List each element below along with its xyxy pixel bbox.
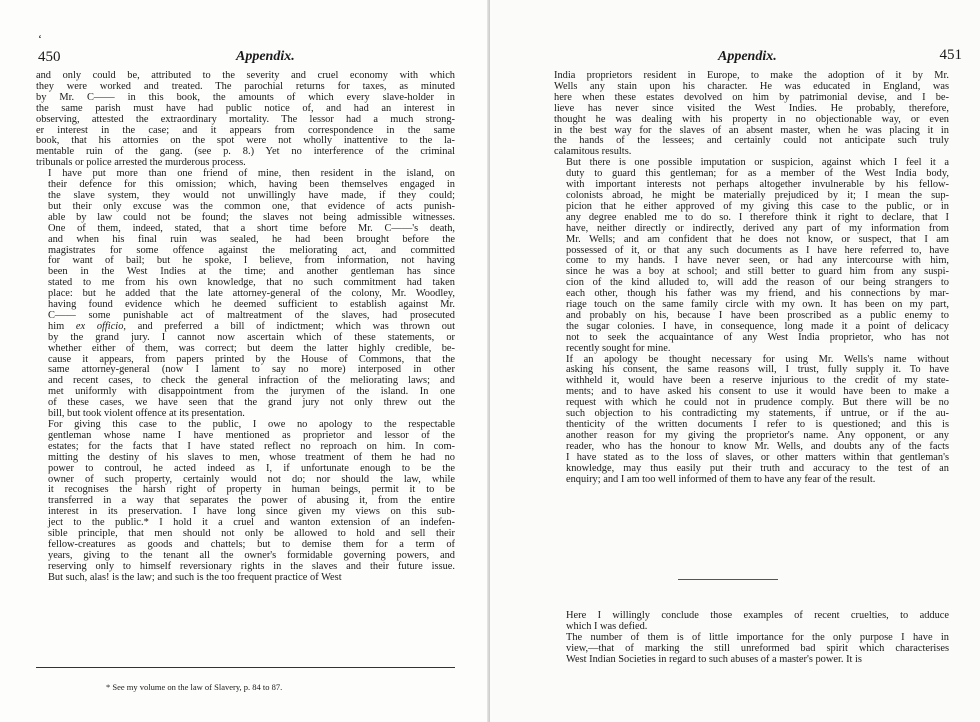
text-line: riage touch on the same family circle with my own. It has been on my part, bbox=[566, 299, 949, 311]
text-line: thought he was dealing with his property in no objectionable way, or even bbox=[554, 113, 949, 125]
text-line: by Mr. C—— in this book, the amounts of which every slave-holder in bbox=[36, 91, 455, 103]
text-line: it recognises the harsh right of property in human beings, permit it to be bbox=[48, 484, 455, 496]
text-line: and recent cases, to check the general infraction of the meliorating laws; and bbox=[48, 375, 455, 387]
text-line: recently sought for mine. bbox=[566, 342, 671, 354]
text-line: reader, who has the honour to know Mr. Wells, and doubts any of the facts bbox=[566, 440, 949, 452]
right-page bbox=[490, 0, 980, 722]
text-line: which I was defied. bbox=[566, 620, 648, 632]
text-line: and when his final ruin was sealed, he had been brought before the bbox=[48, 233, 455, 245]
text-line: any degree enabled me to do so. I therefore think it right to declare, that I bbox=[566, 211, 949, 223]
text-line: But such, alas! is the law; and such is the too frequent practice of West bbox=[48, 571, 342, 583]
text-line: Here I willingly conclude those examples of recent cruelties, to adduce bbox=[566, 610, 949, 621]
text-line: been in the West Indies at the time; and another gentleman has since bbox=[48, 266, 455, 278]
text-line: owner of such property, certainly would not do; nor should the law, while bbox=[48, 473, 455, 485]
text-line: since he was a boy at school; and still better to guard him from any suspi- bbox=[566, 266, 949, 278]
text-line: For giving this case to the public, I owe no apology to the respectable bbox=[48, 419, 455, 430]
text-line: the hands of the lessees; and certainly could not anticipate such truly bbox=[554, 135, 949, 147]
text-line: lieve has never since visited the West Indies. He probably, therefore, bbox=[554, 102, 949, 114]
right-body-text bbox=[554, 71, 949, 485]
text-line: One of them, indeed, stated, that a short time before Mr. C——'s death, bbox=[48, 222, 455, 234]
text-line: West Indian Societies in regard to such abuses of a master's power. It is bbox=[566, 653, 862, 665]
text-line: mitting the destiny of his slaves to men, whose treatment of them he had no bbox=[48, 451, 455, 463]
left-body-text bbox=[36, 71, 455, 584]
paragraph bbox=[36, 420, 455, 584]
text-line: I have stated as to the loss of slaves, or other matters within that gentleman's bbox=[566, 451, 949, 463]
text-line: not to seek the acquaintance of any West India proprietor, who has not bbox=[566, 331, 949, 343]
footnote-rule bbox=[36, 667, 455, 668]
paragraph bbox=[554, 633, 949, 666]
right-closing-text bbox=[554, 611, 949, 666]
text-line: they were worked and treated. The parochial returns for taxes, as minuted bbox=[36, 80, 455, 92]
text-line: sible principle, that men should not only be allowed to hold and sell their bbox=[48, 528, 455, 540]
text-line: here when these estates devolved on him by patrimonial devise, and I be- bbox=[554, 91, 949, 103]
text-line: in the best way for the slaves of an absent master, when he was placing it in bbox=[554, 124, 949, 136]
text-line: duty to guard this gentleman; for as a member of the West India body, bbox=[566, 168, 949, 180]
text-line: the slave system, they would not unwillingly have made, if they could; bbox=[48, 189, 455, 201]
text-line: the sugar colonies. I have, in consequence, long made it a point of delicacy bbox=[566, 320, 949, 332]
paragraph bbox=[36, 169, 455, 420]
text-line: I have put more than one friend of mine, then resident in the island, on bbox=[48, 168, 455, 180]
text-line: book, that his attornies on the spot were not wholly inattentive to the la- bbox=[36, 135, 455, 147]
text-line: met uniformly with disappointment from the jurymen of the island. In one bbox=[48, 386, 455, 398]
left-page-header: Appendix. bbox=[236, 49, 295, 64]
text-line: ments; and to have asked his consent to use it would have been to make a bbox=[566, 386, 949, 398]
text-line: cion of the kind alluded to, will add the reason of our being strangers to bbox=[566, 277, 949, 289]
text-line: cause it appears, from papers printed by the House of Commons, that the bbox=[48, 353, 455, 365]
left-page-number: 450 bbox=[38, 49, 61, 65]
text-line: power to controul, he acted indeed as I, if unfortunate enough to be the bbox=[48, 462, 455, 474]
text-line: and probably on his, because I have been proscribed as a public enemy to bbox=[566, 309, 949, 321]
text-line: withheld it, would have been a reserve injurious to the credit of my state- bbox=[566, 375, 949, 387]
text-line: place: but he added that the late attorney-general of the colony, Mr. Woodley, bbox=[48, 288, 455, 300]
paragraph bbox=[554, 71, 949, 158]
text-line: If an apology be thought necessary for using Mr. Wells's name without bbox=[566, 353, 949, 365]
text-line: magistrates for some offence against the meliorating act, and committed bbox=[48, 244, 455, 256]
text-line: come to my hands. I have never seen, or had any intercourse with him, bbox=[566, 255, 949, 267]
paragraph bbox=[554, 158, 949, 354]
text-line: years, giving to the tenant all the owner's formidable governing powers, and bbox=[48, 549, 455, 561]
text-line: Wells any stain upon his character. He was educated in England, was bbox=[554, 80, 949, 92]
text-line: thenticity of the written documents I refer to is questioned; and this is bbox=[566, 419, 949, 430]
text-line: stated to me from his own knowledge, that no such commitment had taken bbox=[48, 277, 455, 289]
text-line: calamitous results. bbox=[554, 146, 632, 158]
text-line: same attorney-general (now I lament to say no more) interposed in other bbox=[48, 364, 455, 376]
text-line: observing, attested the extraordinary mortality. The lessor had a much strong- bbox=[36, 113, 455, 125]
paragraph bbox=[554, 611, 949, 633]
text-line: having found evidence which he deemed sufficient to establish against Mr. bbox=[48, 299, 455, 311]
text-line: with important interests not perhaps altogether invulnerable by his fellow- bbox=[566, 179, 949, 191]
text-line: But there is one possible imputation or suspicion, against which I feel it a bbox=[566, 157, 949, 169]
text-line: gentleman whose name I have mentioned as proprietor and lessor of the bbox=[48, 429, 455, 441]
text-line: fellow-creatures as goods and chattels; but to demise them for a term of bbox=[48, 538, 455, 550]
text-line: er interest in the case; and it appears from correspondence in the same bbox=[36, 124, 455, 136]
text-line: The number of them is of little importance for the only purpose I have in bbox=[566, 631, 949, 643]
text-line: but their only excuse was the common one, that evidence of acts punish- bbox=[48, 200, 455, 212]
text-line: him ex officio, and preferred a bill of indictment; which was thrown out bbox=[48, 320, 455, 332]
text-line: bill, but took violent offence at its presentation. bbox=[48, 408, 245, 420]
text-line: able by law could not be found; the slaves not being admissible witnesses. bbox=[48, 211, 455, 223]
text-line: whether either of them, was correct; but deem the latter highly credible, be- bbox=[48, 342, 455, 354]
text-line: mentable ruin of the gang. (see p. 8.) Yet no interference of the criminal bbox=[36, 146, 455, 158]
text-line: for want of bail; but he spoke, I believe, from information, not having bbox=[48, 255, 455, 267]
text-line: tribunals or police arrested the murderous process. bbox=[36, 157, 246, 169]
text-line: India proprietors resident in Europe, to make the adoption of it by Mr. bbox=[554, 70, 949, 81]
text-line: Mr. Wells; and am confident that he does not know, or suspect, that I am bbox=[566, 233, 949, 245]
text-line: request with which he could not in prudence comply. But there will be no bbox=[566, 397, 949, 409]
text-line: of these cases, we have seen that the grand jury not only threw out the bbox=[48, 397, 455, 409]
text-line: ject to the public.* I hold it a cruel and wanton extension of an indefen- bbox=[48, 517, 455, 529]
text-line: such objection to his contradicting my statements, if untrue, or if the au- bbox=[566, 408, 949, 420]
text-line: colonists abroad, he might be materially prejudiced by it; I mean the sup- bbox=[566, 189, 949, 201]
paragraph bbox=[554, 355, 949, 486]
footnote: * See my volume on the law of Slavery, p. 84 to 87. bbox=[106, 682, 283, 692]
right-page-number: 451 bbox=[939, 47, 962, 63]
text-line: view,—that of marking the still unreformed bad spirit which characterises bbox=[566, 642, 949, 654]
text-line: and only could be, attributed to the severity and cruel economy with which bbox=[36, 70, 455, 81]
stray-mark: ‘ bbox=[38, 32, 42, 46]
text-line: another reason for my giving the proprietor's name. Any opponent, or any bbox=[566, 429, 949, 441]
text-line: estates; for the facts that I have stated reflect no reproach on him. In com- bbox=[48, 440, 455, 452]
text-line: transferred in a way that separates the power of abusing it, from the entire bbox=[48, 495, 455, 507]
paragraph bbox=[36, 71, 455, 169]
text-line: by the grand jury. I cannot now ascertain which of these statements, or bbox=[48, 331, 455, 343]
text-line: C—— some punishable act of maltreatment of the slaves, had prosecuted bbox=[48, 309, 455, 321]
text-line: each other, though his father was my friend, and his connections by mar- bbox=[566, 288, 949, 300]
right-page-header: Appendix. bbox=[718, 49, 777, 64]
text-line: reserving only to himself reversionary rights in the slaves and their future issue. bbox=[48, 560, 455, 572]
text-line: possessed of it, or that any such documents as I have here referred to, have bbox=[566, 244, 949, 256]
section-separator bbox=[678, 579, 778, 580]
text-line: the same parish must have had public notice of, and had an interest in bbox=[36, 102, 455, 114]
text-line: their defence for this omission; which, having been themselves engaged in bbox=[48, 179, 455, 191]
text-line: have, neither directly or indirectly, derived any part of my information from bbox=[566, 222, 949, 234]
text-line: enquiry; and I am too well informed of them to have any fear of the result. bbox=[566, 473, 876, 485]
text-line: interest in its preservation. I have long since given my views on this sub- bbox=[48, 506, 455, 518]
text-line: asking his consent, the same reasons will, I trust, fully supply it. To have bbox=[566, 364, 949, 376]
text-line: picion that he either approved of my giving this case to the public, or in bbox=[566, 200, 949, 212]
text-line: knowledge, may thus easily put their truth and accuracy to the test of an bbox=[566, 462, 949, 474]
